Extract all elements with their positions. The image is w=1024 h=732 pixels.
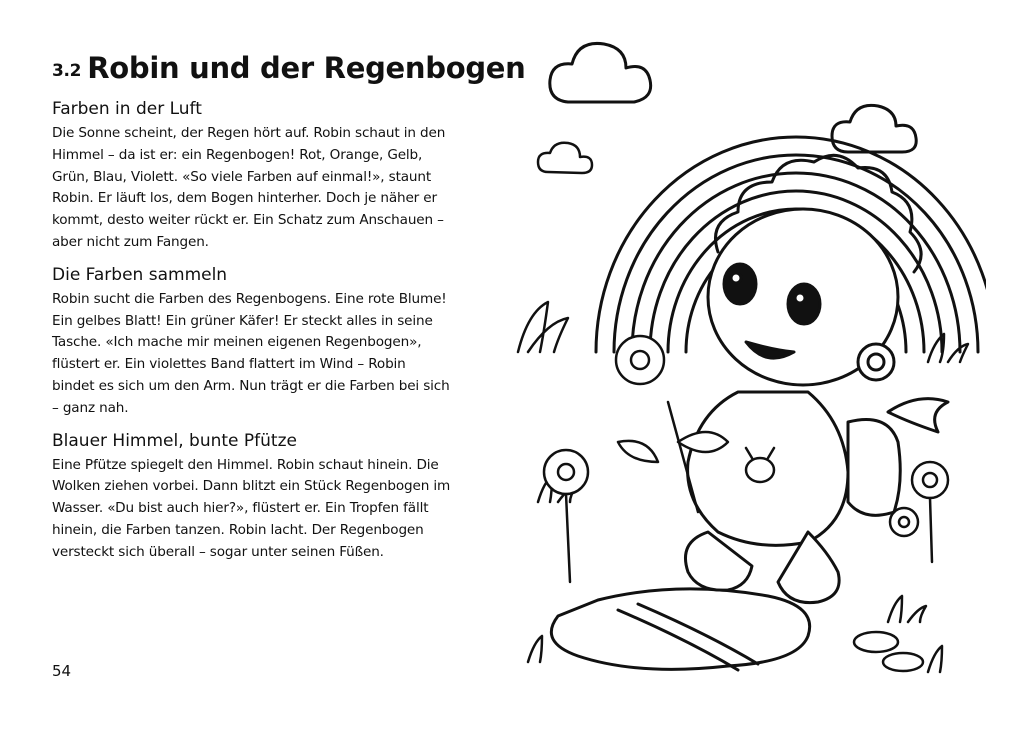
text-column (52, 48, 526, 573)
chapter-number: 3.2 (52, 61, 82, 81)
section-body: Die Sonne scheint, der Regen hört auf. Robin schaut in den Himmel – da ist er: ein Regenbogen! Rot, Orange, Gelb, Grün, Blau, Violett. «So viele Farben auf einmal!», staunt Robin. Er läuft los, dem Bogen hinterher. Doch je näher er kommt, desto weiter rückt er. Ein Schatz zum Anschauen – aber nicht zum Fangen. (52, 125, 446, 250)
section-body: Robin sucht die Farben des Regenbogens. Eine rote Blume! Ein gelbes Blatt! Ein grüner Käfer! Er steckt alles in seine Tasche. «Ich mache mir meinen eigenen Regenbogen», flüstert er. Ein violettes Band flattert im Wind – Robin bindet es sich um den Arm. Nun trägt er die Farben bei sich – ganz nah. (52, 290, 450, 416)
section-farben-in-der-luft (52, 97, 452, 254)
puddle-icon (551, 589, 809, 670)
section-blauer-himmel (52, 429, 452, 564)
section-body: Eine Pfütze spiegelt den Himmel. Robin schaut hinein. Die Wolken ziehen vorbei. Dann blitzt ein Stück Regenbogen im Wasser. «Du bist auch hier?», flüstert er. Ein Tropfen fällt hinein, die Farben tanzen. Robin lacht. Der Regenbogen versteckt sich überall – sogar unter seinen Füßen. (52, 456, 451, 560)
coloring-page-drawing (508, 22, 986, 712)
flower-icon (544, 450, 588, 582)
chapter-title (52, 48, 526, 91)
section-heading: Blauer Himmel, bunte Pfütze (52, 430, 297, 451)
section-heading: Farben in der Luft (52, 99, 202, 119)
cloud-icon (832, 105, 916, 152)
section-heading: Die Farben sammeln (52, 264, 228, 285)
stone-icon (854, 632, 923, 671)
cloud-icon (550, 43, 651, 102)
flower-icon (616, 336, 664, 384)
section-die-farben-sammeln (52, 263, 452, 420)
chapter-title-text: Robin und der Regenbogen (87, 51, 526, 85)
coloring-illustration (508, 22, 986, 712)
flower-icon (912, 462, 948, 562)
page-number: 54 (52, 662, 72, 680)
cloud-icon (538, 143, 592, 173)
